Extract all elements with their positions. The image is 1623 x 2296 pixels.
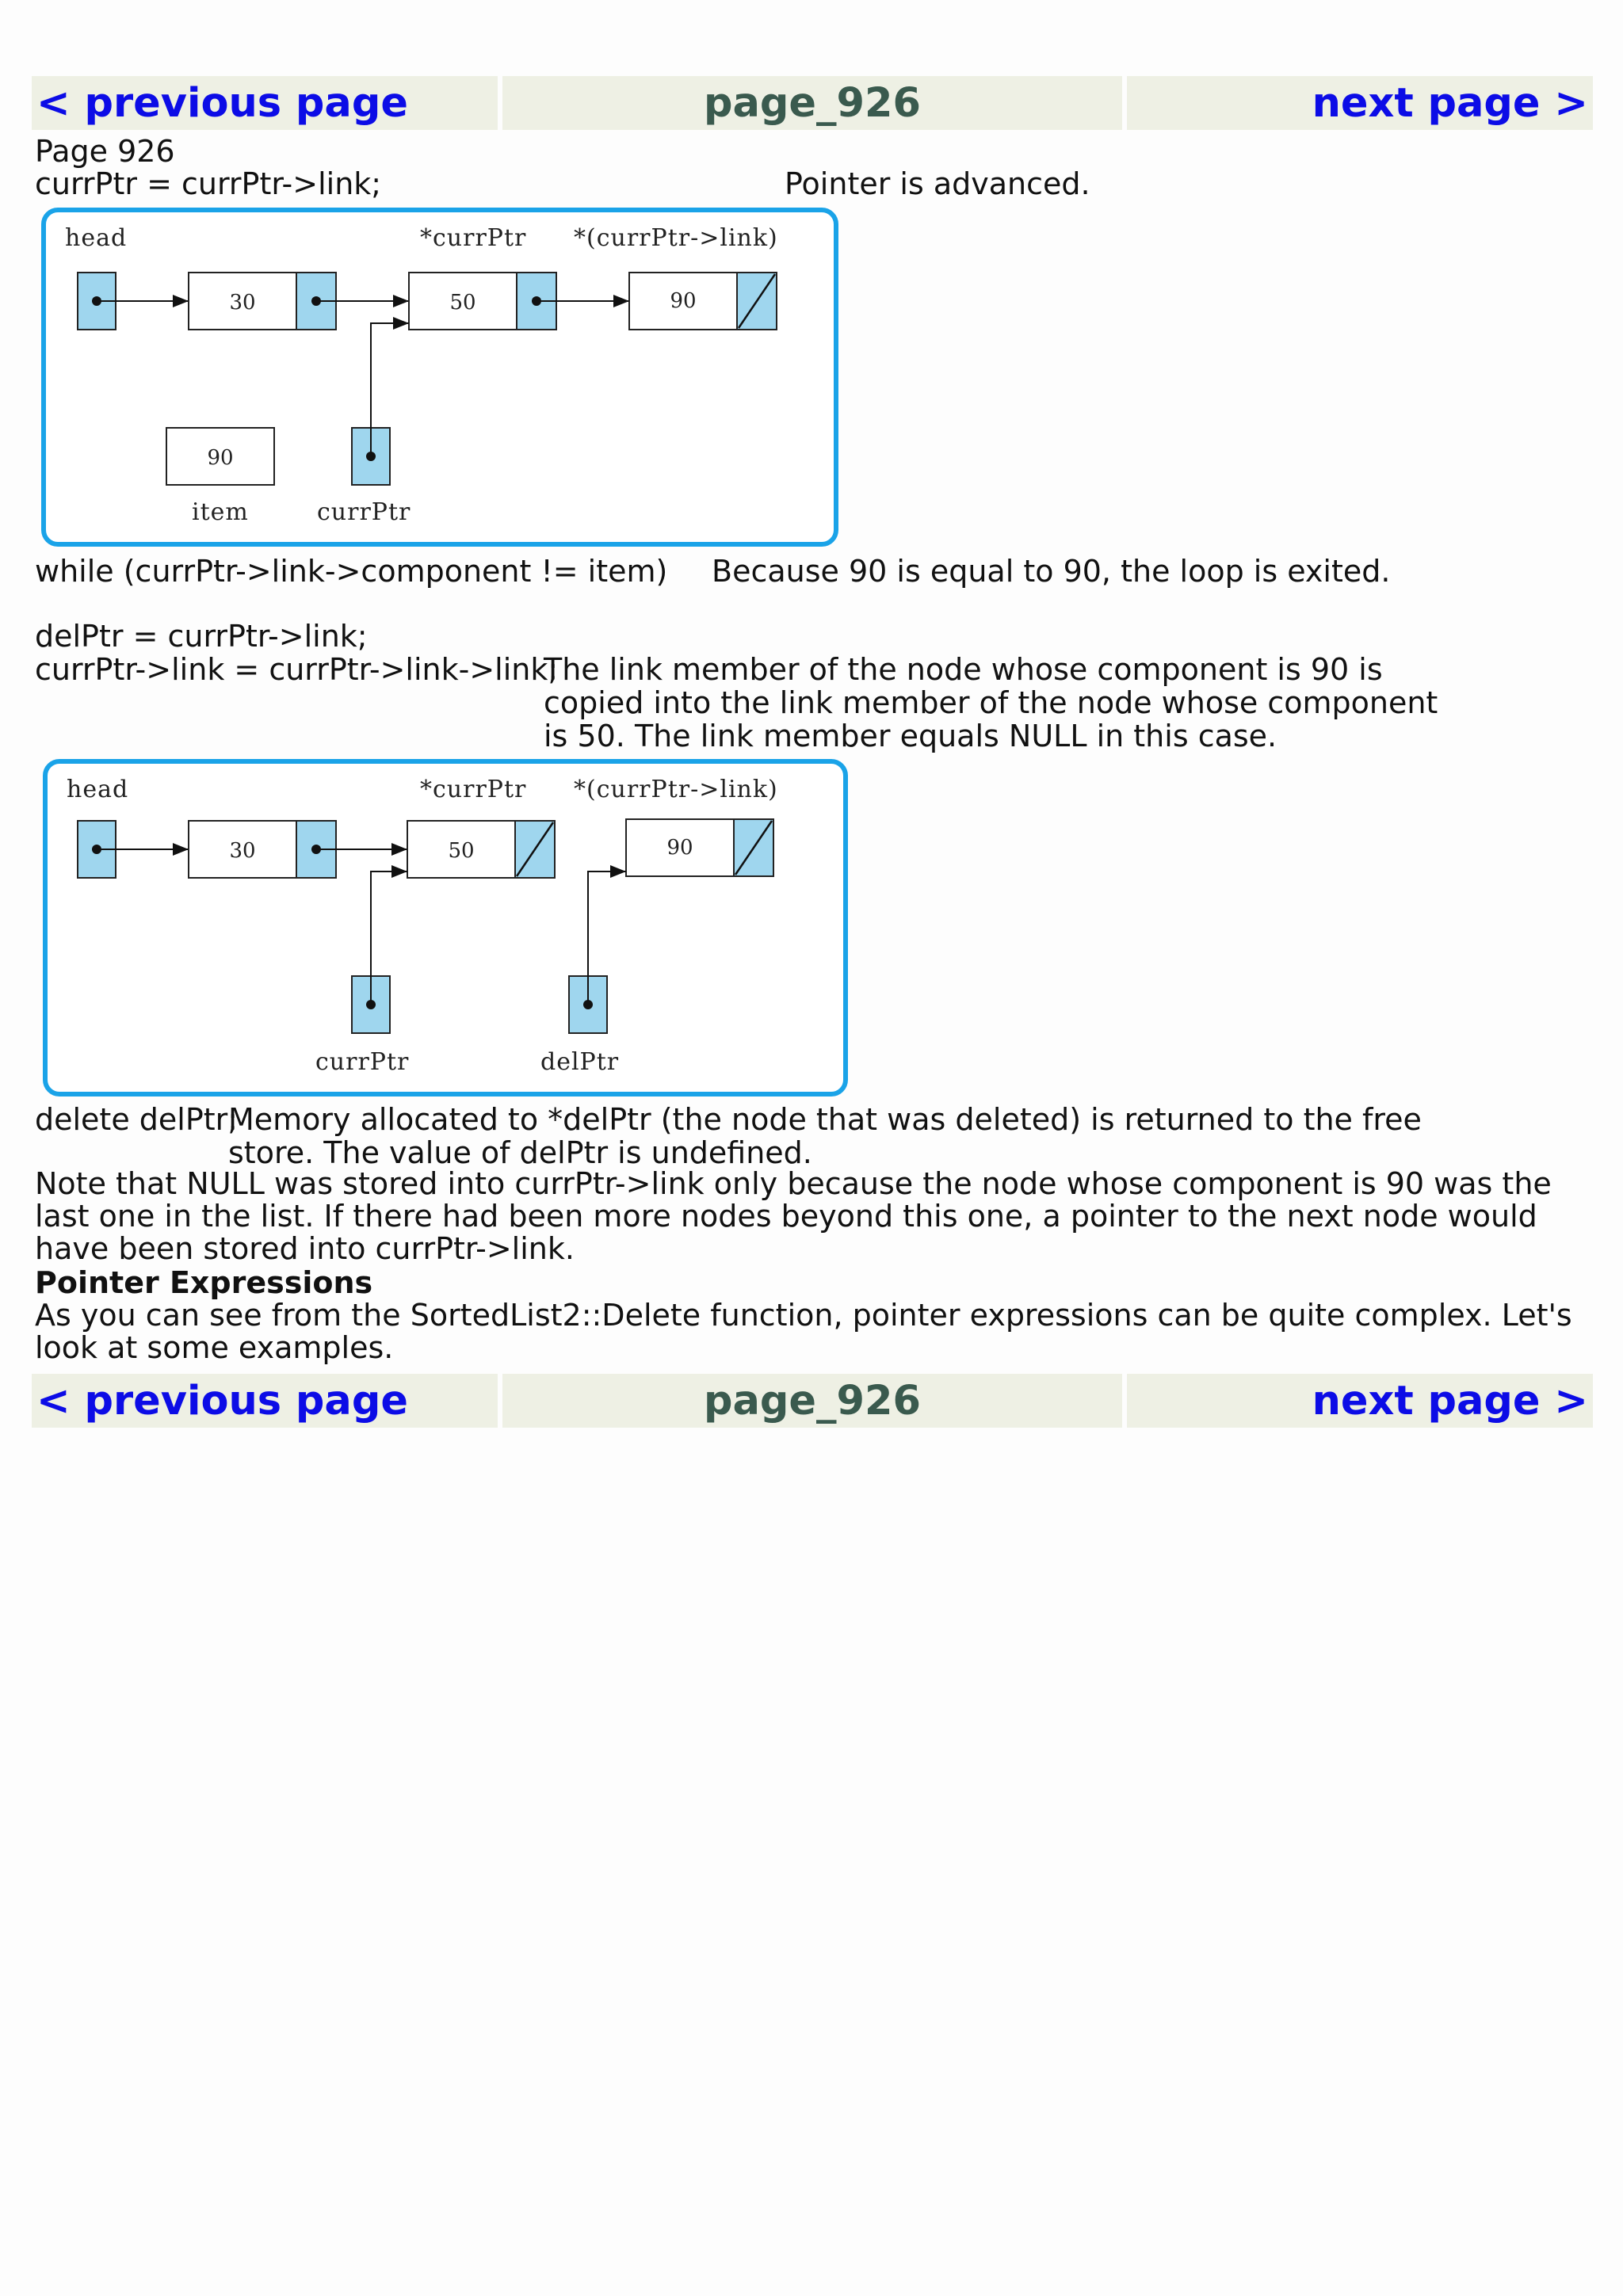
step1-note: Pointer is advanced. <box>785 166 1090 201</box>
next-page-link[interactable]: next page > <box>1127 76 1593 130</box>
step2-note: Because 90 is equal to 90, the loop is exited. <box>712 554 1391 589</box>
node-30-value: 30 <box>229 291 256 315</box>
currptr-label: currPtr <box>315 1048 410 1076</box>
step4-code: delete delPtr; <box>35 1102 239 1137</box>
bottom-nav <box>32 1374 1593 1428</box>
curr-star-label: *currPtr <box>420 224 527 252</box>
head-label: head <box>65 224 128 252</box>
delptr-label: delPtr <box>540 1048 620 1076</box>
step3-note-line2: copied into the link member of the node whose component <box>544 685 1438 720</box>
step4-note-line2: store. The value of delPtr is undefined. <box>228 1135 812 1170</box>
page-label: Page 926 <box>35 134 175 169</box>
node-50-value: 50 <box>449 291 476 315</box>
previous-page-link[interactable]: < previous page <box>32 1374 498 1428</box>
step3-code2: currPtr->link = currPtr->link->link; <box>35 652 559 687</box>
top-nav <box>32 76 1593 130</box>
node-50-value: 50 <box>448 839 475 863</box>
page-indicator: page_926 <box>502 76 1122 130</box>
item-label: item <box>192 498 249 526</box>
linked-list-diagram-2 <box>43 759 850 1100</box>
step3-note-line3: is 50. The link member equals NULL in this case. <box>544 719 1277 753</box>
diagram-frame <box>45 761 846 1094</box>
node-30-value: 30 <box>229 839 256 863</box>
next-page-link[interactable]: next page > <box>1127 1374 1593 1428</box>
step2-code: while (currPtr->link->component != item) <box>35 554 668 589</box>
currptr-label: currPtr <box>317 498 411 526</box>
step3-note-line1: The link member of the node whose component is 90 is <box>544 652 1383 687</box>
step4-note-line1: Memory allocated to *delPtr (the node that was deleted) is returned to the free <box>228 1102 1422 1137</box>
step1-code: currPtr = currPtr->link; <box>35 166 382 201</box>
page-indicator: page_926 <box>502 1374 1122 1428</box>
diagram-frame <box>44 210 836 544</box>
step3-code1: delPtr = currPtr->link; <box>35 619 368 654</box>
node-90-value: 90 <box>670 289 697 313</box>
item-value: 90 <box>207 446 234 470</box>
note-paragraph: Note that NULL was stored into currPtr->link only because the node whose component is 90 was the last one in the list. If there had been more nodes beyond this one, a pointer to the next node would have been stored into currPtr->link. <box>35 1166 1552 1266</box>
section-heading: Pointer Expressions <box>35 1265 373 1300</box>
curr-link-label: *(currPtr->link) <box>574 776 778 803</box>
curr-link-label: *(currPtr->link) <box>574 224 778 252</box>
node-90-value: 90 <box>666 836 693 860</box>
previous-page-link[interactable]: < previous page <box>32 76 498 130</box>
head-label: head <box>67 776 129 803</box>
section-paragraph: As you can see from the SortedList2::Delete function, pointer expressions can be quite complex. Let's look at some examples. <box>35 1298 1572 1365</box>
linked-list-diagram-1 <box>41 208 840 548</box>
curr-star-label: *currPtr <box>420 776 527 803</box>
